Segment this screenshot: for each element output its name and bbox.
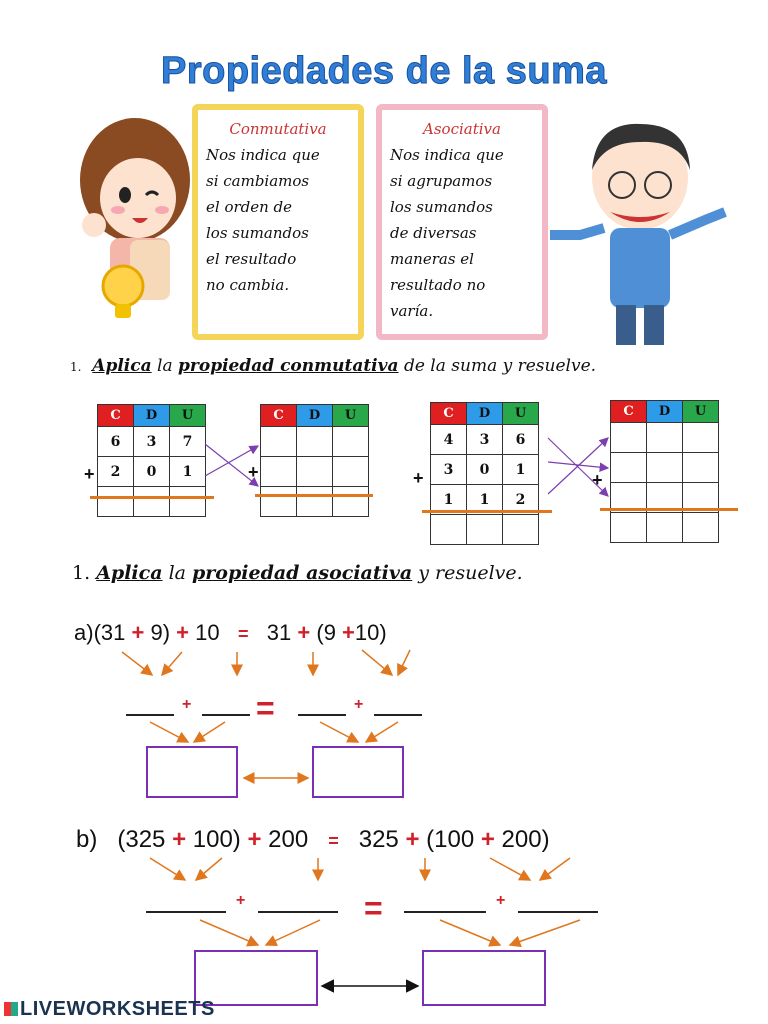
board-line: Nos indica que xyxy=(206,146,320,164)
header-d: D xyxy=(134,405,170,427)
blank-line[interactable] xyxy=(518,911,598,913)
plus-operator: + xyxy=(176,620,189,645)
instruction-text: de la suma y resuelve. xyxy=(398,356,597,376)
term: 31 xyxy=(266,620,298,645)
plus-operator: + xyxy=(496,892,506,909)
cell: 6 xyxy=(503,425,539,455)
header-d: D xyxy=(647,401,683,423)
plus-operator: + xyxy=(131,620,145,645)
plus-operator: + xyxy=(247,826,262,853)
header-u: U xyxy=(683,401,719,423)
board-line: si cambiamos xyxy=(206,172,310,190)
expression-a xyxy=(74,620,387,646)
plus-operator: + xyxy=(342,620,355,645)
header-u: U xyxy=(333,405,369,427)
blank-line[interactable] xyxy=(126,714,174,716)
liveworksheets-logo xyxy=(4,998,215,1021)
board-line: los sumandos xyxy=(206,224,309,242)
instruction-text: y resuelve. xyxy=(412,562,523,584)
header-d: D xyxy=(467,403,503,425)
instruction-property: propiedad conmutativa xyxy=(178,356,399,376)
instruction-number: 1. xyxy=(70,360,82,374)
equals-operator: = xyxy=(256,690,275,726)
expression-label: b) xyxy=(76,826,98,853)
header-u: U xyxy=(170,405,206,427)
header-c: C xyxy=(431,403,467,425)
plus-sign: + xyxy=(592,470,603,490)
header-u: U xyxy=(503,403,539,425)
logo-text: LIVEWORKSHEETS xyxy=(20,998,215,1020)
term: 100) xyxy=(186,826,248,853)
term: (31 xyxy=(93,620,132,645)
board-line: el orden de xyxy=(206,198,293,216)
expression-b xyxy=(76,826,550,854)
answer-box[interactable] xyxy=(146,746,238,798)
header-c: C xyxy=(261,405,297,427)
expression-label: a) xyxy=(74,620,94,645)
header-d: D xyxy=(297,405,333,427)
header-c: C xyxy=(98,405,134,427)
cell: 3 xyxy=(467,425,503,455)
cell: 0 xyxy=(134,457,170,487)
board-line: los sumandos xyxy=(390,198,493,216)
page-title: Propiedades de la suma xyxy=(160,50,608,92)
blank-line[interactable] xyxy=(404,911,486,913)
plus-operator: + xyxy=(182,696,192,713)
term: 325 xyxy=(358,826,406,853)
board-line: el resultado xyxy=(206,250,297,268)
equals-operator: = xyxy=(364,890,383,926)
instruction-verb: Aplica xyxy=(96,562,163,584)
answer-box[interactable] xyxy=(312,746,404,798)
board-line: maneras el xyxy=(390,250,474,268)
instruction-text: la xyxy=(151,356,179,376)
cell: 7 xyxy=(170,427,206,457)
board-line: varía. xyxy=(390,302,434,320)
header-c: C xyxy=(611,401,647,423)
term: (325 xyxy=(117,826,173,853)
plus-operator: + xyxy=(297,620,311,645)
plus-sign: + xyxy=(248,462,259,482)
answer-box[interactable] xyxy=(422,950,546,1006)
equals-operator: = xyxy=(328,831,339,851)
cell: 1 xyxy=(467,485,503,515)
cell: 2 xyxy=(503,485,539,515)
plus-sign: + xyxy=(413,468,424,488)
cell: 1 xyxy=(431,485,467,515)
term: 200 xyxy=(261,826,309,853)
equals-operator: = xyxy=(237,624,249,644)
cell: 2 xyxy=(98,457,134,487)
plus-operator: + xyxy=(354,696,364,713)
board-title: Conmutativa xyxy=(229,120,327,138)
cell: 1 xyxy=(170,457,206,487)
cell: 4 xyxy=(431,425,467,455)
instruction-text: la xyxy=(162,562,193,584)
board-line: Nos indica que xyxy=(390,146,504,164)
instruction-verb: Aplica xyxy=(92,356,152,376)
blank-line[interactable] xyxy=(374,714,422,716)
plus-operator: + xyxy=(480,826,495,853)
blank-line[interactable] xyxy=(258,911,338,913)
instruction-number: 1. xyxy=(72,562,91,584)
blank-line[interactable] xyxy=(202,714,250,716)
board-line: resultado no xyxy=(390,276,486,294)
instruction-property: propiedad asociativa xyxy=(192,562,413,584)
plus-sign: + xyxy=(84,464,95,484)
term: (9 xyxy=(310,620,343,645)
term: (100 xyxy=(419,826,481,853)
blank-line[interactable] xyxy=(146,911,226,913)
board-line: si agrupamos xyxy=(390,172,493,190)
cell: 3 xyxy=(431,455,467,485)
plus-operator: + xyxy=(405,826,420,853)
plus-operator: + xyxy=(236,892,246,909)
board-title: Asociativa xyxy=(423,120,501,138)
cell: 3 xyxy=(134,427,170,457)
term: 200) xyxy=(494,826,550,853)
board-line: de diversas xyxy=(390,224,477,242)
cell: 0 xyxy=(467,455,503,485)
term: 9) xyxy=(144,620,177,645)
board-line: no cambia. xyxy=(206,276,290,294)
logo-icon xyxy=(4,1002,18,1016)
instruction-asociativa xyxy=(72,562,523,584)
blank-line[interactable] xyxy=(298,714,346,716)
cell: 6 xyxy=(98,427,134,457)
term: 10) xyxy=(354,620,387,645)
plus-operator: + xyxy=(172,826,187,853)
cell: 1 xyxy=(503,455,539,485)
term: 10 xyxy=(189,620,220,645)
